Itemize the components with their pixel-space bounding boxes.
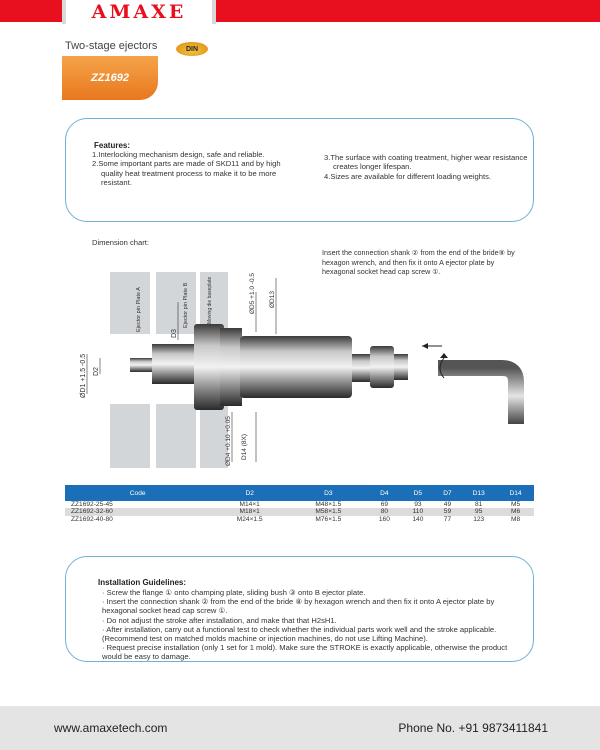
table-cell: 59 — [435, 508, 461, 515]
dim-d4-label: ØD4 +0.10 +0.05 — [225, 416, 232, 466]
end-cap — [370, 346, 394, 388]
page-subtitle: Two-stage ejectors — [65, 40, 158, 52]
table-cell: 77 — [443, 515, 452, 523]
dim-d2-label: D2 — [93, 367, 100, 376]
dim-d13-label: ØD13 — [269, 291, 276, 308]
flange-collar — [220, 328, 242, 406]
feature-item: 2.Some important parts are made of SKD11 and by high quality heat treatment process to make it to be more resistant. — [92, 159, 281, 188]
plate-b-label: Ejector pin Plate B — [183, 282, 189, 328]
footer — [0, 706, 600, 750]
plate-a-label: Ejector pin Plate A — [136, 287, 142, 332]
insert-note: Insert the connection shank ② from the end of the bride⑧ by hexagon wrench, and then fix it onto A ejector plate by hexagonal socket head cap screw ①. — [322, 248, 515, 277]
table-cell: M8 — [510, 515, 521, 523]
table-cell: M14×1 — [239, 501, 260, 508]
installation-box — [65, 556, 534, 662]
rotate-arrow-head — [440, 353, 448, 358]
col-header: D4 — [368, 485, 402, 501]
dimension-chart-label: Dimension chart: — [92, 238, 149, 247]
hex-wrench-icon — [438, 368, 516, 424]
features-box — [65, 118, 534, 222]
table-cell: M48×1.5 — [315, 501, 342, 508]
table-cell: 140 — [412, 515, 424, 523]
table-cell: M76×1.5 — [315, 515, 342, 523]
table-cell: 95 — [460, 508, 497, 515]
table-cell: 123 — [473, 515, 485, 523]
logo-text: AMAXE — [91, 1, 187, 23]
table-header-row — [65, 485, 534, 501]
installation-step: · Insert the connection shank ② from the end of the bride ⑧ by hexagon wrench and then fix it onto A ejector plate by hexagonal socket head cap screw ①. — [102, 597, 495, 616]
main-body — [240, 336, 352, 398]
table-cell: ZZ1692-25-45 — [71, 501, 113, 508]
installation-steps — [98, 588, 528, 662]
table-cell: 93 — [414, 501, 422, 508]
baseplate-label: Moving die baseplate — [207, 276, 213, 324]
installation-title: Installation Guidelines: — [98, 578, 187, 587]
table-cell: 49 — [443, 501, 452, 508]
col-header: D13 — [460, 485, 497, 501]
table-cell: 81 — [475, 501, 483, 508]
table-cell: 110 — [401, 508, 435, 515]
feature-item: 4.Sizes are available for different loading weights. — [324, 171, 492, 181]
installation-step: · Do not adjust the stroke after installation, and make that that H2sH1. — [102, 615, 337, 625]
installation-step: · Screw the flange ① onto champing plate, sliding bush ③ onto B ejector plate. — [102, 588, 366, 597]
table-cell: M5 — [510, 501, 521, 508]
col-header: Code — [65, 485, 210, 501]
table-cell: ZZ1692-40-80 — [71, 515, 113, 523]
col-header: D3 — [289, 485, 368, 501]
arrow-head — [422, 343, 428, 349]
installation-step: · After installation, carry out a functional test to check whether the individual parts work well and the stroke applicable. (Recommend test on matched molds machine or injection machines, do not use Lifting Machine). — [102, 624, 497, 644]
table-cell: M24×1.5 — [236, 515, 263, 523]
dim-d14-label: D14 (8X) — [241, 433, 248, 460]
dim-d5-label: ØD5 +1.0 -0.5 — [249, 272, 256, 314]
table-cell: M6 — [497, 508, 534, 515]
product-code-tab — [62, 56, 158, 100]
spec-table — [65, 485, 534, 523]
installation-step: · Request precise installation (only 1 set for 1 mold). Make sure the STROKE is exactly applicable, otherwise the product would be easy to damage. — [102, 643, 508, 662]
footer-phone: Phone No. +91 9873411841 — [398, 721, 548, 735]
col-header: D2 — [210, 485, 289, 501]
table-cell: 80 — [368, 508, 402, 515]
neck — [352, 354, 372, 382]
col-header: D14 — [497, 485, 534, 501]
table-row — [65, 508, 534, 515]
ejector-dimension-drawing — [70, 262, 530, 472]
col-header: D5 — [401, 485, 435, 501]
end-nut — [394, 354, 408, 380]
din-badge: DIN — [176, 42, 208, 56]
table-cell: ZZ1692-32-60 — [65, 508, 210, 515]
features-right-column — [324, 153, 529, 181]
table-cell: 69 — [380, 501, 389, 508]
table-row — [65, 501, 534, 508]
col-header: D7 — [435, 485, 461, 501]
table-cell: M58×1.5 — [289, 508, 368, 515]
feature-item: 1.Interlocking mechanism design, safe and reliable. — [92, 150, 265, 159]
footer-website-link[interactable]: www.amaxetech.com — [54, 721, 168, 735]
dim-d3-label: D3 — [171, 329, 178, 338]
feature-item: 3.The surface with coating treatment, higher wear resistance creates longer lifespan. — [324, 153, 528, 172]
dim-d1-label: ØD1 +1.5 -0.5 — [80, 353, 87, 398]
flange — [194, 324, 224, 410]
table-row — [65, 516, 534, 523]
sliding-bush — [152, 344, 200, 384]
table-cell: 160 — [378, 515, 390, 523]
table-cell: M18×1 — [210, 508, 289, 515]
features-title: Features: — [94, 141, 131, 150]
brand-logo — [62, 0, 216, 24]
features-left-column — [92, 150, 304, 188]
product-code: ZZ1692 — [91, 72, 129, 84]
